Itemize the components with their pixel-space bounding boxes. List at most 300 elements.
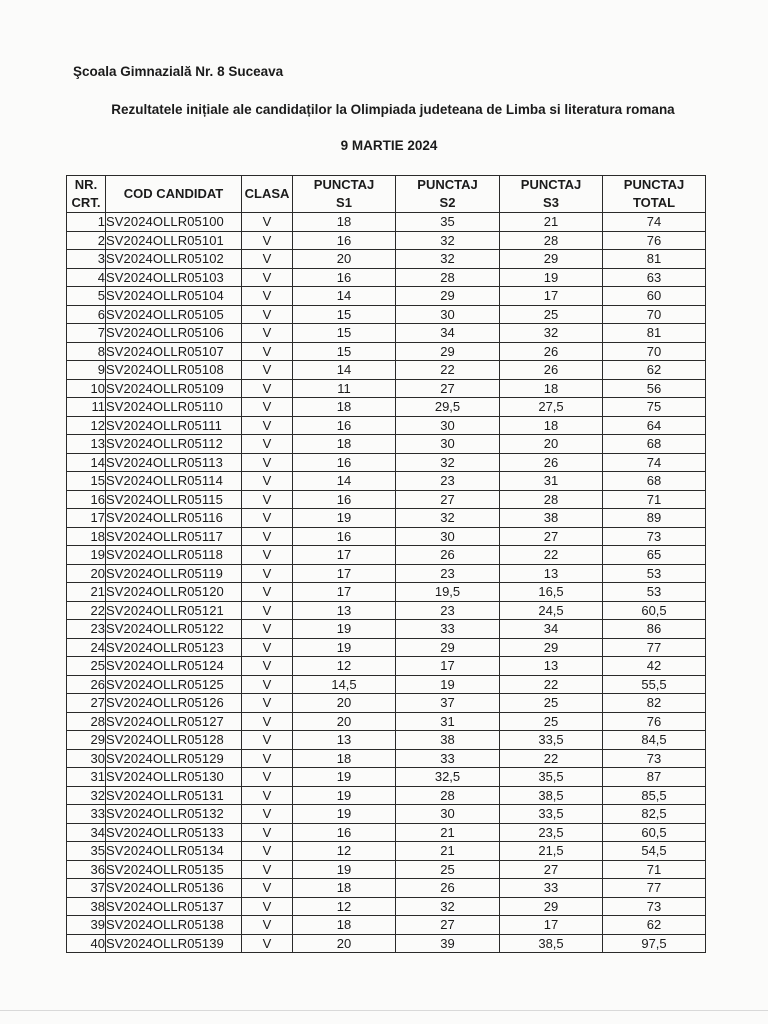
cell-s2: 21 — [396, 842, 500, 861]
cell-total: 85,5 — [603, 786, 706, 805]
cell-s3: 25 — [500, 305, 603, 324]
cell-clasa: V — [242, 564, 293, 583]
cell-s2: 32 — [396, 509, 500, 528]
cell-s1: 19 — [293, 620, 396, 639]
table-row — [67, 453, 706, 472]
cell-s1: 16 — [293, 823, 396, 842]
cell-cod: SV2024OLLR05111 — [106, 416, 242, 435]
table-row — [67, 823, 706, 842]
cell-clasa: V — [242, 509, 293, 528]
cell-nr: 30 — [67, 749, 106, 768]
cell-s1: 12 — [293, 657, 396, 676]
table-row — [67, 398, 706, 417]
cell-s3: 28 — [500, 490, 603, 509]
cell-nr: 11 — [67, 398, 106, 417]
cell-clasa: V — [242, 453, 293, 472]
cell-s2: 30 — [396, 416, 500, 435]
cell-total: 74 — [603, 453, 706, 472]
cell-s3: 38,5 — [500, 934, 603, 953]
cell-s3: 19 — [500, 268, 603, 287]
cell-nr: 10 — [67, 379, 106, 398]
cell-total: 68 — [603, 435, 706, 454]
cell-total: 73 — [603, 897, 706, 916]
cell-s2: 32 — [396, 897, 500, 916]
table-row — [67, 749, 706, 768]
cell-s3: 38 — [500, 509, 603, 528]
header-clasa: CLASA — [242, 176, 293, 213]
cell-s3: 28 — [500, 231, 603, 250]
cell-total: 73 — [603, 527, 706, 546]
results-table-body — [67, 213, 706, 953]
cell-total: 63 — [603, 268, 706, 287]
cell-s1: 18 — [293, 213, 396, 232]
cell-s1: 19 — [293, 786, 396, 805]
table-row — [67, 231, 706, 250]
cell-s1: 15 — [293, 305, 396, 324]
cell-s2: 19,5 — [396, 583, 500, 602]
cell-cod: SV2024OLLR05123 — [106, 638, 242, 657]
cell-s1: 18 — [293, 435, 396, 454]
cell-s1: 16 — [293, 268, 396, 287]
table-row — [67, 435, 706, 454]
cell-s1: 20 — [293, 712, 396, 731]
table-row — [67, 934, 706, 953]
cell-nr: 20 — [67, 564, 106, 583]
table-row — [67, 472, 706, 491]
cell-nr: 29 — [67, 731, 106, 750]
cell-s2: 31 — [396, 712, 500, 731]
cell-clasa: V — [242, 472, 293, 491]
cell-nr: 37 — [67, 879, 106, 898]
cell-clasa: V — [242, 601, 293, 620]
table-row — [67, 583, 706, 602]
cell-s2: 32 — [396, 453, 500, 472]
cell-cod: SV2024OLLR05119 — [106, 564, 242, 583]
cell-clasa: V — [242, 786, 293, 805]
cell-cod: SV2024OLLR05104 — [106, 287, 242, 306]
cell-s3: 33,5 — [500, 731, 603, 750]
cell-cod: SV2024OLLR05125 — [106, 675, 242, 694]
cell-cod: SV2024OLLR05124 — [106, 657, 242, 676]
cell-clasa: V — [242, 675, 293, 694]
cell-clasa: V — [242, 416, 293, 435]
cell-cod: SV2024OLLR05121 — [106, 601, 242, 620]
cell-clasa: V — [242, 879, 293, 898]
table-row — [67, 250, 706, 269]
cell-total: 75 — [603, 398, 706, 417]
cell-nr: 36 — [67, 860, 106, 879]
cell-s2: 26 — [396, 879, 500, 898]
cell-total: 60,5 — [603, 601, 706, 620]
cell-s2: 27 — [396, 379, 500, 398]
header-s1-line1: PUNCTAJ — [313, 177, 375, 192]
cell-nr: 14 — [67, 453, 106, 472]
cell-s3: 21 — [500, 213, 603, 232]
cell-s1: 14 — [293, 361, 396, 380]
cell-nr: 33 — [67, 805, 106, 824]
table-row — [67, 675, 706, 694]
cell-total: 53 — [603, 564, 706, 583]
cell-s1: 16 — [293, 527, 396, 546]
cell-total: 65 — [603, 546, 706, 565]
table-row — [67, 860, 706, 879]
cell-s2: 28 — [396, 268, 500, 287]
cell-clasa: V — [242, 749, 293, 768]
cell-s2: 17 — [396, 657, 500, 676]
cell-cod: SV2024OLLR05110 — [106, 398, 242, 417]
header-s2 — [396, 176, 500, 213]
cell-s3: 25 — [500, 694, 603, 713]
cell-cod: SV2024OLLR05137 — [106, 897, 242, 916]
cell-s2: 29 — [396, 287, 500, 306]
cell-s3: 23,5 — [500, 823, 603, 842]
cell-nr: 2 — [67, 231, 106, 250]
cell-s3: 25 — [500, 712, 603, 731]
table-row — [67, 601, 706, 620]
cell-total: 76 — [603, 712, 706, 731]
cell-nr: 34 — [67, 823, 106, 842]
cell-nr: 6 — [67, 305, 106, 324]
cell-s1: 14 — [293, 472, 396, 491]
cell-s1: 16 — [293, 416, 396, 435]
cell-total: 68 — [603, 472, 706, 491]
cell-cod: SV2024OLLR05113 — [106, 453, 242, 472]
table-row — [67, 805, 706, 824]
cell-nr: 9 — [67, 361, 106, 380]
header-s1-line2: S1 — [336, 195, 352, 210]
cell-total: 71 — [603, 860, 706, 879]
cell-s1: 20 — [293, 250, 396, 269]
cell-total: 76 — [603, 231, 706, 250]
cell-s1: 18 — [293, 879, 396, 898]
cell-s1: 14,5 — [293, 675, 396, 694]
header-nr-line1: NR. — [74, 177, 98, 192]
cell-s2: 23 — [396, 472, 500, 491]
cell-cod: SV2024OLLR05118 — [106, 546, 242, 565]
table-row — [67, 527, 706, 546]
cell-s1: 20 — [293, 694, 396, 713]
cell-s1: 17 — [293, 546, 396, 565]
cell-s2: 38 — [396, 731, 500, 750]
table-row — [67, 879, 706, 898]
cell-clasa: V — [242, 823, 293, 842]
cell-clasa: V — [242, 398, 293, 417]
cell-s3: 18 — [500, 416, 603, 435]
cell-nr: 7 — [67, 324, 106, 343]
cell-total: 55,5 — [603, 675, 706, 694]
cell-cod: SV2024OLLR05103 — [106, 268, 242, 287]
cell-cod: SV2024OLLR05133 — [106, 823, 242, 842]
cell-nr: 17 — [67, 509, 106, 528]
cell-cod: SV2024OLLR05135 — [106, 860, 242, 879]
header-total-line1: PUNCTAJ — [623, 177, 685, 192]
cell-nr: 32 — [67, 786, 106, 805]
cell-total: 54,5 — [603, 842, 706, 861]
cell-s1: 17 — [293, 564, 396, 583]
cell-clasa: V — [242, 361, 293, 380]
table-row — [67, 712, 706, 731]
cell-cod: SV2024OLLR05116 — [106, 509, 242, 528]
results-table-header — [67, 176, 706, 213]
cell-s3: 26 — [500, 361, 603, 380]
cell-nr: 16 — [67, 490, 106, 509]
cell-clasa: V — [242, 250, 293, 269]
cell-nr: 19 — [67, 546, 106, 565]
cell-clasa: V — [242, 934, 293, 953]
table-row — [67, 897, 706, 916]
cell-s3: 32 — [500, 324, 603, 343]
cell-total: 84,5 — [603, 731, 706, 750]
cell-s3: 26 — [500, 453, 603, 472]
cell-clasa: V — [242, 583, 293, 602]
cell-nr: 12 — [67, 416, 106, 435]
scan-edge-line — [0, 1010, 768, 1011]
cell-cod: SV2024OLLR05131 — [106, 786, 242, 805]
cell-cod: SV2024OLLR05112 — [106, 435, 242, 454]
cell-clasa: V — [242, 268, 293, 287]
cell-total: 62 — [603, 916, 706, 935]
cell-s1: 16 — [293, 231, 396, 250]
cell-total: 60,5 — [603, 823, 706, 842]
table-row — [67, 268, 706, 287]
cell-s1: 18 — [293, 916, 396, 935]
cell-nr: 27 — [67, 694, 106, 713]
table-row — [67, 342, 706, 361]
cell-s2: 30 — [396, 435, 500, 454]
cell-s1: 18 — [293, 398, 396, 417]
cell-cod: SV2024OLLR05122 — [106, 620, 242, 639]
cell-cod: SV2024OLLR05115 — [106, 490, 242, 509]
cell-clasa: V — [242, 324, 293, 343]
cell-s2: 19 — [396, 675, 500, 694]
cell-s3: 38,5 — [500, 786, 603, 805]
cell-s3: 26 — [500, 342, 603, 361]
cell-clasa: V — [242, 231, 293, 250]
cell-s2: 27 — [396, 490, 500, 509]
cell-s3: 29 — [500, 897, 603, 916]
table-row — [67, 620, 706, 639]
cell-total: 89 — [603, 509, 706, 528]
cell-s3: 33 — [500, 879, 603, 898]
cell-s1: 13 — [293, 731, 396, 750]
cell-cod: SV2024OLLR05126 — [106, 694, 242, 713]
cell-s1: 12 — [293, 897, 396, 916]
cell-s3: 17 — [500, 287, 603, 306]
cell-nr: 24 — [67, 638, 106, 657]
cell-s2: 33 — [396, 620, 500, 639]
cell-s3: 22 — [500, 749, 603, 768]
cell-s1: 11 — [293, 379, 396, 398]
header-s3 — [500, 176, 603, 213]
cell-clasa: V — [242, 620, 293, 639]
cell-s2: 23 — [396, 564, 500, 583]
cell-cod: SV2024OLLR05101 — [106, 231, 242, 250]
cell-nr: 39 — [67, 916, 106, 935]
cell-s3: 22 — [500, 675, 603, 694]
cell-s3: 31 — [500, 472, 603, 491]
cell-total: 62 — [603, 361, 706, 380]
cell-s2: 29,5 — [396, 398, 500, 417]
cell-nr: 35 — [67, 842, 106, 861]
cell-cod: SV2024OLLR05130 — [106, 768, 242, 787]
cell-s2: 39 — [396, 934, 500, 953]
cell-clasa: V — [242, 379, 293, 398]
cell-total: 86 — [603, 620, 706, 639]
cell-s2: 30 — [396, 805, 500, 824]
cell-cod: SV2024OLLR05127 — [106, 712, 242, 731]
cell-clasa: V — [242, 527, 293, 546]
cell-clasa: V — [242, 435, 293, 454]
cell-clasa: V — [242, 731, 293, 750]
cell-cod: SV2024OLLR05107 — [106, 342, 242, 361]
cell-cod: SV2024OLLR05106 — [106, 324, 242, 343]
cell-nr: 15 — [67, 472, 106, 491]
cell-total: 42 — [603, 657, 706, 676]
header-total-line2: TOTAL — [632, 195, 676, 210]
cell-s2: 37 — [396, 694, 500, 713]
cell-total: 97,5 — [603, 934, 706, 953]
cell-clasa: V — [242, 768, 293, 787]
cell-cod: SV2024OLLR05108 — [106, 361, 242, 380]
table-row — [67, 842, 706, 861]
cell-s1: 18 — [293, 749, 396, 768]
cell-s1: 12 — [293, 842, 396, 861]
cell-clasa: V — [242, 287, 293, 306]
cell-total: 64 — [603, 416, 706, 435]
cell-s1: 14 — [293, 287, 396, 306]
cell-s3: 35,5 — [500, 768, 603, 787]
table-row — [67, 305, 706, 324]
cell-s3: 29 — [500, 250, 603, 269]
cell-s3: 18 — [500, 379, 603, 398]
cell-s3: 24,5 — [500, 601, 603, 620]
cell-s3: 22 — [500, 546, 603, 565]
cell-s3: 27,5 — [500, 398, 603, 417]
cell-nr: 23 — [67, 620, 106, 639]
cell-clasa: V — [242, 842, 293, 861]
cell-total: 74 — [603, 213, 706, 232]
cell-clasa: V — [242, 342, 293, 361]
header-s3-line1: PUNCTAJ — [520, 177, 582, 192]
cell-s3: 34 — [500, 620, 603, 639]
cell-s1: 19 — [293, 860, 396, 879]
table-row — [67, 768, 706, 787]
header-s3-line2: S3 — [543, 195, 559, 210]
header-s1 — [293, 176, 396, 213]
table-row — [67, 287, 706, 306]
cell-total: 82,5 — [603, 805, 706, 824]
cell-s1: 16 — [293, 453, 396, 472]
cell-s1: 19 — [293, 768, 396, 787]
table-row — [67, 490, 706, 509]
table-row — [67, 379, 706, 398]
cell-s3: 16,5 — [500, 583, 603, 602]
cell-s3: 27 — [500, 527, 603, 546]
table-row — [67, 786, 706, 805]
cell-s2: 35 — [396, 213, 500, 232]
cell-nr: 4 — [67, 268, 106, 287]
cell-s3: 33,5 — [500, 805, 603, 824]
cell-s2: 21 — [396, 823, 500, 842]
cell-clasa: V — [242, 657, 293, 676]
header-cod: COD CANDIDAT — [106, 176, 242, 213]
cell-s2: 28 — [396, 786, 500, 805]
cell-total: 71 — [603, 490, 706, 509]
cell-nr: 31 — [67, 768, 106, 787]
cell-total: 70 — [603, 305, 706, 324]
header-nr — [67, 176, 106, 213]
table-row — [67, 509, 706, 528]
cell-total: 87 — [603, 768, 706, 787]
cell-s3: 17 — [500, 916, 603, 935]
cell-total: 70 — [603, 342, 706, 361]
cell-s1: 19 — [293, 805, 396, 824]
cell-s1: 16 — [293, 490, 396, 509]
cell-s1: 13 — [293, 601, 396, 620]
cell-total: 81 — [603, 250, 706, 269]
cell-clasa: V — [242, 213, 293, 232]
cell-clasa: V — [242, 805, 293, 824]
cell-nr: 22 — [67, 601, 106, 620]
cell-nr: 40 — [67, 934, 106, 953]
cell-clasa: V — [242, 490, 293, 509]
cell-s2: 32 — [396, 231, 500, 250]
cell-nr: 1 — [67, 213, 106, 232]
cell-clasa: V — [242, 712, 293, 731]
cell-s3: 29 — [500, 638, 603, 657]
table-row — [67, 564, 706, 583]
document-date: 9 MARTIE 2024 — [340, 138, 438, 153]
table-row — [67, 324, 706, 343]
cell-cod: SV2024OLLR05138 — [106, 916, 242, 935]
cell-s2: 27 — [396, 916, 500, 935]
cell-nr: 8 — [67, 342, 106, 361]
cell-total: 77 — [603, 879, 706, 898]
cell-cod: SV2024OLLR05136 — [106, 879, 242, 898]
cell-nr: 26 — [67, 675, 106, 694]
cell-nr: 25 — [67, 657, 106, 676]
cell-s3: 13 — [500, 657, 603, 676]
cell-s1: 20 — [293, 934, 396, 953]
results-table — [66, 175, 706, 953]
header-s2-line2: S2 — [439, 195, 456, 210]
cell-s2: 29 — [396, 342, 500, 361]
cell-cod: SV2024OLLR05129 — [106, 749, 242, 768]
cell-s2: 25 — [396, 860, 500, 879]
cell-total: 82 — [603, 694, 706, 713]
cell-s3: 27 — [500, 860, 603, 879]
cell-s2: 34 — [396, 324, 500, 343]
cell-cod: SV2024OLLR05139 — [106, 934, 242, 953]
cell-total: 73 — [603, 749, 706, 768]
cell-cod: SV2024OLLR05128 — [106, 731, 242, 750]
cell-nr: 21 — [67, 583, 106, 602]
header-row — [67, 176, 706, 213]
cell-clasa: V — [242, 916, 293, 935]
cell-s3: 13 — [500, 564, 603, 583]
cell-clasa: V — [242, 638, 293, 657]
cell-s1: 19 — [293, 638, 396, 657]
cell-s1: 19 — [293, 509, 396, 528]
cell-s2: 26 — [396, 546, 500, 565]
table-row — [67, 657, 706, 676]
table-row — [67, 361, 706, 380]
school-name: Şcoala Gimnazială Nr. 8 Suceava — [73, 64, 284, 79]
table-row — [67, 213, 706, 232]
cell-clasa: V — [242, 860, 293, 879]
header-total — [603, 176, 706, 213]
cell-total: 56 — [603, 379, 706, 398]
